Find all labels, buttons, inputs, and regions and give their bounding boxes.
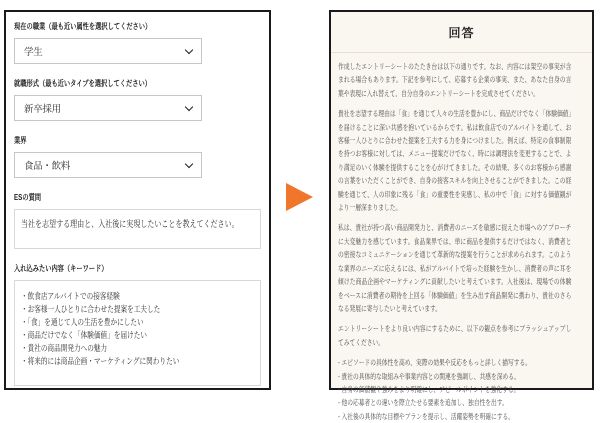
occupation-select[interactable] <box>14 38 202 64</box>
keyword-item: ・飲食店アルバイトでの接客経験 <box>21 291 120 301</box>
keyword-item: ・「食」を通じて人の生活を豊かにしたい <box>21 317 144 327</box>
keywords-label: 入れ込みたい内容（キーワード） <box>14 264 108 273</box>
keywords-list <box>21 290 263 368</box>
arrow-right-icon <box>286 183 313 211</box>
answer-body <box>331 53 578 423</box>
keyword-item: ・貴社の商品開発力への魅力 <box>21 343 108 353</box>
chevron-down-icon <box>185 159 193 167</box>
keywords-textarea[interactable] <box>14 280 261 386</box>
occupation-select-value: 学生 <box>24 47 43 58</box>
employment-type-select[interactable] <box>14 95 202 121</box>
keyword-item: ・お客様一人ひとりに合わせた提案を工夫した <box>21 304 161 314</box>
es-question-textarea[interactable] <box>14 209 261 249</box>
employment-type-label: 就職形式（最も近いタイプを選択してください） <box>14 79 151 88</box>
advice-bullet: - 貴社の具体的な取組みや事業内容との関連を強調し、共感を深める。 <box>338 371 520 381</box>
keyword-item: ・商品だけでなく「体験価値」を届けたい <box>21 330 147 340</box>
es-question-label: ESの質問 <box>14 193 42 202</box>
industry-label: 業界 <box>14 136 27 145</box>
answer-paragraph-advice: エントリーシートをより良い内容にするために、以下の観点を参考にブラッシュアップしてみてください。 <box>338 324 572 347</box>
occupation-label: 現在の職業（最も近い属性を選択してください） <box>14 22 152 31</box>
chevron-down-icon <box>185 102 193 110</box>
advice-bullet: - 他の応募者との違いを際立たせる要素を追加し、独自性を出す。 <box>338 398 508 408</box>
advice-bullet: - 自身の価値観や強みをより明確にし、アピールポイントを強化する。 <box>338 384 520 394</box>
advice-bullet: - エピソードの具体性を高め、実際の効果や反応をもっと詳しく描写する。 <box>338 358 532 368</box>
answer-paragraph-intro: 作成したエントリーシートのたたき台は以下の通りです。なお、内容には架空の事実が含まれる場合もあります。下記を参考にして、応募する企業の事実、また、あなた自身の言葉や表現に入れ替えて、自分自身のエントリーシートを完成させてください。 <box>338 62 572 98</box>
input-form-panel <box>4 10 271 390</box>
keyword-item: ・将来的には商品企画・マーケティングに関わりたい <box>21 356 180 366</box>
industry-select[interactable] <box>14 152 202 178</box>
advice-bullet: - 入社後の具体的な目標やプランを提示し、活躍姿勢を明確にする。 <box>338 411 515 421</box>
industry-select-value: 食品・飲料 <box>24 161 71 172</box>
answer-paragraph-motivation: 貴社を志望する理由は「食」を通じて人々の生活を豊かにし、商品だけでなく「体験価値」を届けることに深い共感を抱いているからです。私は飲食店でのアルバイトを通して、お客様一人ひとりに合わせた提案を工夫する力を身につけました。例えば、特定の食事制限を持つお客様に対しては、メニュー提案だけでなく、時には調理法を変更することで、より満足のいく体験を提供することを心がけてきました。その結果、多くのお客様から感謝の言葉をいただくことができ、自身の接客スキルを向上させることができました。この経験を通じて、人の印象に残る「食」の重要性を実感し、私の中で「食」に対する価値観がより一層深まりました。 <box>338 109 572 213</box>
es-question-text: 当社を志望する理由と、入社後に実現したいことを教えてください。 <box>21 219 239 229</box>
answer-title: 回答 <box>448 26 475 40</box>
answer-paragraph-vision: 私は、貴社が持つ高い商品開発力と、消費者のニーズを敏感に捉えた市場へのアプローチに大変魅力を感じています。食品業界では、単に商品を提供するだけではなく、消費者との密接なコミュニケーションを通じて革新的な提案を行うことが求められます。このような業界のニーズに応えるには、私がアルバイトで培った経験を生かし、消費者の声に耳を傾けた商品企画やマーケティングに貢献したいと考えています。入社後は、現場での体験をベースに消費者の期待を上回る「体験価値」を生み出す商品開発に携わり、貴社のさらなる発展に寄与したいと考えています。 <box>338 223 572 313</box>
employment-type-select-value: 新卒採用 <box>24 104 61 115</box>
answer-panel <box>329 10 594 421</box>
chevron-down-icon <box>185 45 193 53</box>
